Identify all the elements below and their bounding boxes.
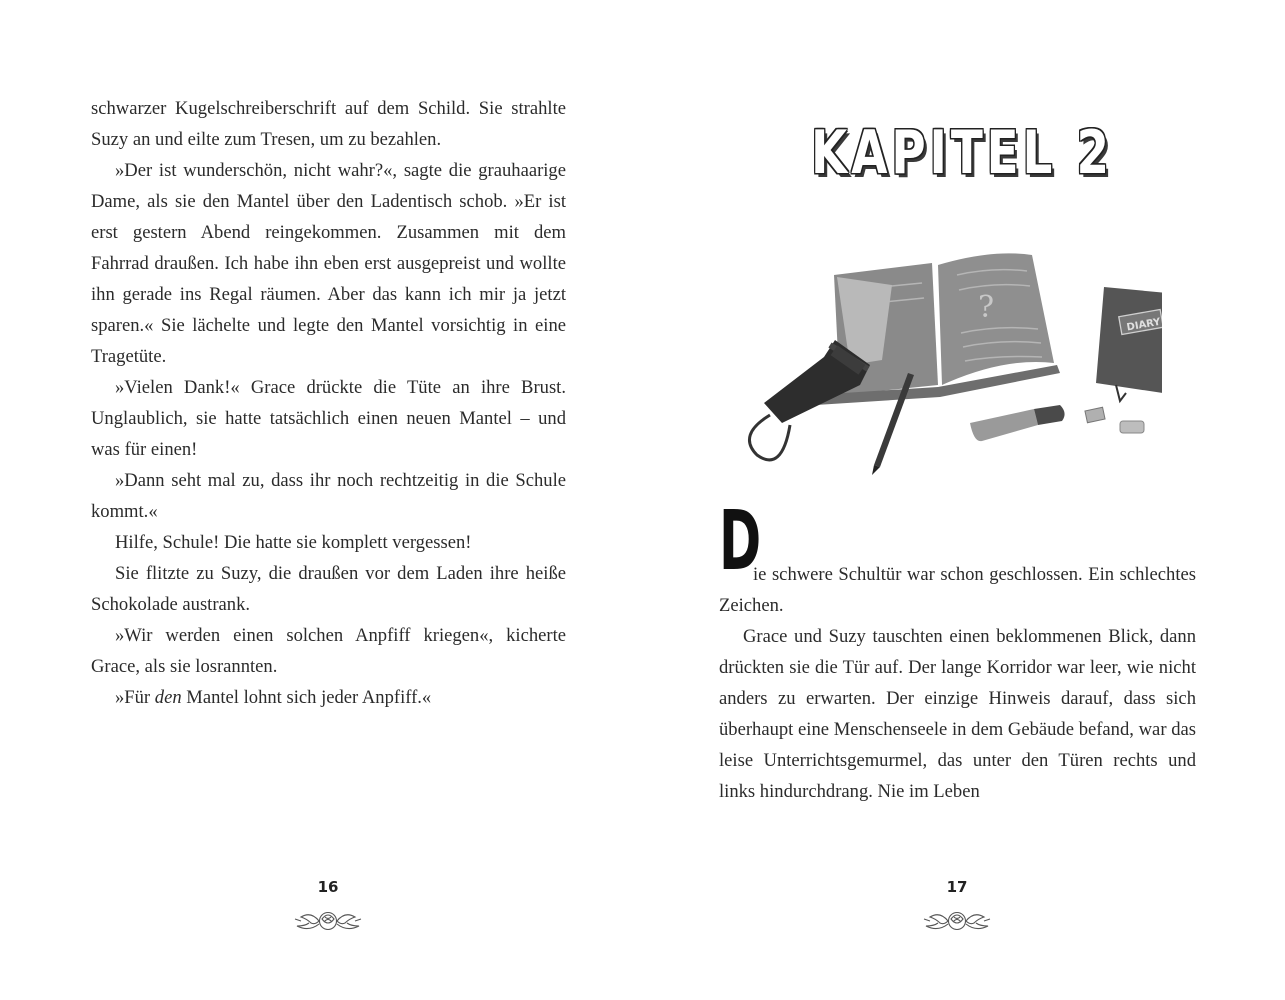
illustration: [742, 245, 1162, 480]
diary-icon: [1096, 287, 1162, 401]
rose-ornament-icon: [921, 905, 993, 937]
diary-label: DIARY: [1125, 316, 1162, 334]
last-paragraph-end: Mantel lohnt sich jeder Anpfiff.«: [181, 687, 432, 708]
paragraph: »Wir werden einen solchen Anpfiff kriegen«, kicherte Grace, als sie losrannten.: [91, 625, 566, 677]
right-page-text: [719, 494, 1196, 807]
rose-ornament-icon: [292, 905, 364, 937]
question-mark: ?: [978, 290, 995, 325]
paragraph: Grace und Suzy tauschten einen beklommenen Blick, dann drückten sie die Tür auf. Der lange Korridor war leer, wie nicht anders zu erwarten. Der einzige Hinweis darauf, dass sich überhaupt eine Menschenseele in dem Gebäude befand, war das leise Unterrichtsgemurmel, das unter den Türen rechts und links hindurchdrang. Nie im Leben: [719, 626, 1196, 802]
drop-cap: D: [719, 494, 762, 589]
paragraph: »Der ist wunderschön, nicht wahr?«, sagte die grauhaarige Dame, als sie den Mantel über den Ladentisch schob. »Er ist erst gestern Abend reingekommen. Zusammen mit dem Fahrrad draußen. Ich habe ihn eben erst ausgepreist und wollte ihn gerade ins Regal räumen. Aber das kann ich mir ja jetzt sparen.« Sie lächelte und legte den Mantel vorsichtig in eine Tragetüte.: [91, 160, 566, 367]
opening-paragraph-text: ie schwere Schultür war schon geschlossen. Ein schlechtes Zeichen.: [719, 564, 1196, 616]
sharpener-icon: [1085, 407, 1105, 422]
paragraph: Sie flitzte zu Suzy, die draußen vor dem Laden ihre heiße Schokolade austrank.: [91, 563, 566, 615]
page-number-left: 16: [317, 878, 339, 896]
left-page-text: [91, 93, 566, 713]
paragraph: »Vielen Dank!« Grace drückte die Tüte an ihre Brust. Unglaublich, sie hatte tatsächlich einen neuen Mantel – und was für einen!: [91, 377, 566, 460]
last-paragraph: [91, 682, 566, 713]
paragraph: schwarzer Kugelschreiberschrift auf dem Schild. Sie strahlte Suzy an und eilte zum Tresen, um zu bezahlen.: [91, 98, 566, 150]
eraser-icon: [1120, 421, 1144, 433]
emphasis-word: den: [154, 687, 182, 708]
chapter-title: KAPITEL 2: [811, 118, 1113, 188]
highlighter-icon: [970, 405, 1065, 441]
opening-paragraph: [719, 494, 1196, 621]
right-page: [642, 0, 1285, 1000]
page-number-right: 17: [946, 878, 968, 896]
paragraph: Hilfe, Schule! Die hatte sie komplett vergessen!: [115, 532, 472, 553]
last-paragraph-start: »Für: [115, 687, 155, 708]
left-page: [0, 0, 642, 1000]
paragraph: »Dann seht mal zu, dass ihr noch rechtzeitig in die Schule kommt.«: [91, 470, 566, 522]
